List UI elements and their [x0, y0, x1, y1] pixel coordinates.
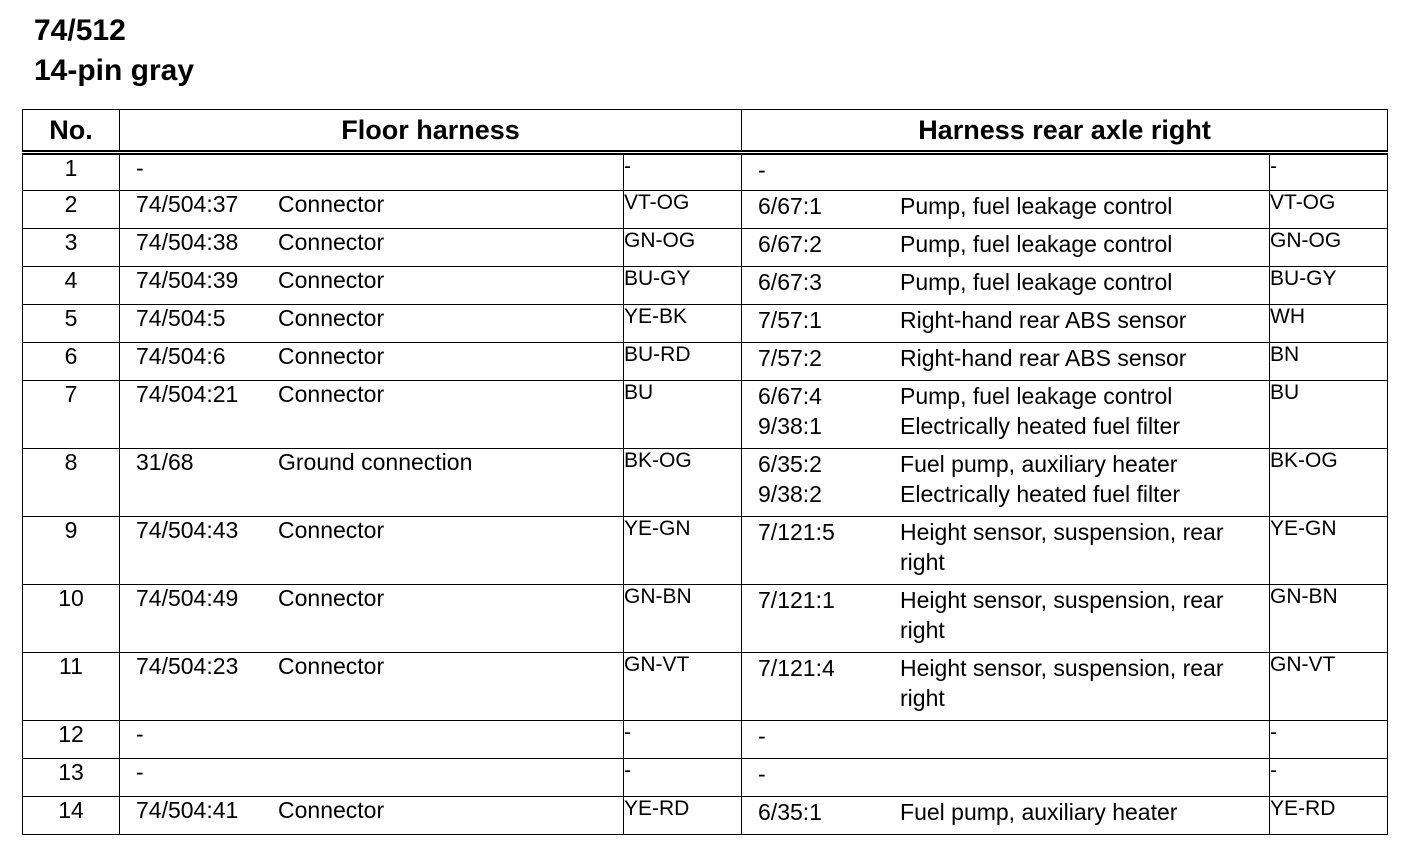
floor-harness-wire-color: BK-OG — [624, 449, 742, 517]
rear-axle-harness-cell — [742, 305, 1270, 343]
floor-harness-wire-color: - — [624, 721, 742, 759]
rear-axle-pin: 6/35:2 — [758, 451, 822, 477]
pin-number: 4 — [23, 267, 120, 305]
connector-description-title: 14-pin gray — [34, 54, 195, 87]
floor-harness-pin: - — [136, 759, 144, 785]
floor-harness-cell — [120, 229, 624, 267]
table-row — [23, 343, 1388, 381]
rear-axle-wire-color: VT-OG — [1270, 191, 1388, 229]
floor-harness-description: Connector — [278, 191, 385, 217]
rear-axle-component-description: Right-hand rear ABS sensor — [900, 307, 1187, 333]
rear-axle-wire-color: - — [1270, 759, 1388, 797]
rear-axle-pin: 7/57:2 — [758, 345, 822, 371]
rear-axle-connection — [742, 305, 1269, 335]
rear-axle-harness-cell — [742, 381, 1270, 449]
rear-axle-connection — [742, 411, 1269, 441]
floor-harness-description: Connector — [278, 229, 385, 255]
rear-axle-pin: - — [758, 761, 766, 787]
table-header-row — [23, 110, 1388, 153]
floor-harness-description: Connector — [278, 381, 385, 407]
table-row — [23, 305, 1388, 343]
table-row — [23, 449, 1388, 517]
table-row — [23, 759, 1388, 797]
table-row — [23, 229, 1388, 267]
rear-axle-component-description: Pump, fuel leakage control — [900, 231, 1173, 257]
pin-number: 11 — [23, 653, 120, 721]
rear-axle-component-description: Fuel pump, auxiliary heater — [900, 799, 1178, 825]
floor-harness-pin: - — [136, 155, 144, 181]
floor-harness-wire-color: BU-GY — [624, 267, 742, 305]
rear-axle-harness-cell — [742, 797, 1270, 835]
column-header-no: No. — [23, 110, 120, 153]
rear-axle-connection — [742, 517, 1269, 577]
rear-axle-connection — [742, 155, 1269, 185]
rear-axle-component-description: Height sensor, suspension, rear right — [900, 587, 1224, 643]
pin-number: 1 — [23, 153, 120, 191]
rear-axle-harness-cell — [742, 191, 1270, 229]
floor-harness-cell — [120, 191, 624, 229]
rear-axle-wire-color: GN-VT — [1270, 653, 1388, 721]
pin-number: 13 — [23, 759, 120, 797]
floor-harness-wire-color: - — [624, 759, 742, 797]
rear-axle-wire-color: - — [1270, 153, 1388, 191]
pin-number: 9 — [23, 517, 120, 585]
floor-harness-pin: 74/504:41 — [136, 797, 239, 823]
rear-axle-harness-cell — [742, 721, 1270, 759]
rear-axle-wire-color: BK-OG — [1270, 449, 1388, 517]
floor-harness-pin: 74/504:39 — [136, 267, 239, 293]
floor-harness-description: Connector — [278, 797, 385, 823]
pin-number: 6 — [23, 343, 120, 381]
rear-axle-pin: 6/67:1 — [758, 193, 822, 219]
rear-axle-harness-cell — [742, 343, 1270, 381]
floor-harness-description: Connector — [278, 653, 385, 679]
pin-number: 8 — [23, 449, 120, 517]
pin-assignment-table — [22, 109, 1388, 835]
rear-axle-component-description: Pump, fuel leakage control — [900, 383, 1173, 409]
floor-harness-pin: 74/504:38 — [136, 229, 239, 255]
rear-axle-pin: 6/67:4 — [758, 383, 822, 409]
floor-harness-cell — [120, 449, 624, 517]
table-row — [23, 153, 1388, 191]
rear-axle-connection — [742, 229, 1269, 259]
rear-axle-connection — [742, 191, 1269, 221]
floor-harness-description: Connector — [278, 305, 385, 331]
rear-axle-pin: 6/35:1 — [758, 799, 822, 825]
column-header-rear-axle: Harness rear axle right — [742, 110, 1388, 153]
rear-axle-harness-cell — [742, 229, 1270, 267]
rear-axle-wire-color: GN-BN — [1270, 585, 1388, 653]
floor-harness-cell — [120, 153, 624, 191]
floor-harness-wire-color: YE-RD — [624, 797, 742, 835]
floor-harness-pin: 74/504:43 — [136, 517, 239, 543]
rear-axle-connection — [742, 267, 1269, 297]
floor-harness-description: Connector — [278, 517, 385, 543]
floor-harness-description: Connector — [278, 343, 385, 369]
rear-axle-pin: 7/121:4 — [758, 655, 835, 681]
rear-axle-connection — [742, 653, 1269, 713]
floor-harness-description: Connector — [278, 267, 385, 293]
rear-axle-connection — [742, 479, 1269, 509]
table-row — [23, 267, 1388, 305]
rear-axle-component-description: Height sensor, suspension, rear right — [900, 519, 1224, 575]
floor-harness-cell — [120, 797, 624, 835]
table-row — [23, 797, 1388, 835]
pin-number: 5 — [23, 305, 120, 343]
rear-axle-component-description: Right-hand rear ABS sensor — [900, 345, 1187, 371]
rear-axle-wire-color: BN — [1270, 343, 1388, 381]
floor-harness-wire-color: GN-OG — [624, 229, 742, 267]
floor-harness-wire-color: GN-BN — [624, 585, 742, 653]
rear-axle-harness-cell — [742, 585, 1270, 653]
floor-harness-cell — [120, 267, 624, 305]
table-row — [23, 585, 1388, 653]
table-row — [23, 721, 1388, 759]
floor-harness-wire-color: BU-RD — [624, 343, 742, 381]
rear-axle-component-description: Fuel pump, auxiliary heater — [900, 451, 1178, 477]
rear-axle-wire-color: GN-OG — [1270, 229, 1388, 267]
floor-harness-wire-color: YE-BK — [624, 305, 742, 343]
rear-axle-harness-cell — [742, 517, 1270, 585]
rear-axle-wire-color: YE-RD — [1270, 797, 1388, 835]
rear-axle-harness-cell — [742, 759, 1270, 797]
table-row — [23, 191, 1388, 229]
pin-number: 14 — [23, 797, 120, 835]
floor-harness-wire-color: BU — [624, 381, 742, 449]
rear-axle-component-description: Electrically heated fuel filter — [900, 481, 1180, 507]
rear-axle-component-description: Height sensor, suspension, rear right — [900, 655, 1224, 711]
floor-harness-cell — [120, 721, 624, 759]
rear-axle-pin: - — [758, 157, 766, 183]
pin-number: 12 — [23, 721, 120, 759]
rear-axle-wire-color: YE-GN — [1270, 517, 1388, 585]
connector-id-title: 74/512 — [34, 14, 126, 47]
table-row — [23, 381, 1388, 449]
rear-axle-pin: 6/67:2 — [758, 231, 822, 257]
rear-axle-connection — [742, 585, 1269, 645]
floor-harness-pin: - — [136, 721, 144, 747]
floor-harness-pin: 31/68 — [136, 449, 194, 475]
rear-axle-connection — [742, 759, 1269, 789]
rear-axle-pin: - — [758, 723, 766, 749]
rear-axle-pin: 9/38:1 — [758, 413, 822, 439]
floor-harness-pin: 74/504:23 — [136, 653, 239, 679]
rear-axle-connection — [742, 797, 1269, 827]
column-header-floor-harness: Floor harness — [120, 110, 742, 153]
floor-harness-pin: 74/504:5 — [136, 305, 226, 331]
rear-axle-harness-cell — [742, 153, 1270, 191]
pin-number: 7 — [23, 381, 120, 449]
floor-harness-pin: 74/504:37 — [136, 191, 239, 217]
floor-harness-cell — [120, 381, 624, 449]
floor-harness-cell — [120, 759, 624, 797]
table-row — [23, 653, 1388, 721]
floor-harness-cell — [120, 517, 624, 585]
rear-axle-wire-color: BU-GY — [1270, 267, 1388, 305]
floor-harness-pin: 74/504:49 — [136, 585, 239, 611]
rear-axle-wire-color: WH — [1270, 305, 1388, 343]
floor-harness-description: Ground connection — [278, 449, 473, 475]
rear-axle-pin: 7/121:5 — [758, 519, 835, 545]
rear-axle-wire-color: - — [1270, 721, 1388, 759]
floor-harness-wire-color: YE-GN — [624, 517, 742, 585]
floor-harness-cell — [120, 585, 624, 653]
rear-axle-pin: 6/67:3 — [758, 269, 822, 295]
floor-harness-cell — [120, 305, 624, 343]
rear-axle-pin: 9/38:2 — [758, 481, 822, 507]
pin-number: 10 — [23, 585, 120, 653]
floor-harness-cell — [120, 653, 624, 721]
rear-axle-pin: 7/57:1 — [758, 307, 822, 333]
rear-axle-harness-cell — [742, 267, 1270, 305]
rear-axle-component-description: Pump, fuel leakage control — [900, 193, 1173, 219]
floor-harness-pin: 74/504:21 — [136, 381, 239, 407]
pin-number: 3 — [23, 229, 120, 267]
floor-harness-pin: 74/504:6 — [136, 343, 226, 369]
rear-axle-connection — [742, 721, 1269, 751]
floor-harness-description: Connector — [278, 585, 385, 611]
rear-axle-harness-cell — [742, 653, 1270, 721]
table-row — [23, 517, 1388, 585]
rear-axle-component-description: Electrically heated fuel filter — [900, 413, 1180, 439]
floor-harness-wire-color: - — [624, 153, 742, 191]
floor-harness-wire-color: GN-VT — [624, 653, 742, 721]
pin-number: 2 — [23, 191, 120, 229]
floor-harness-wire-color: VT-OG — [624, 191, 742, 229]
rear-axle-connection — [742, 449, 1269, 479]
rear-axle-component-description: Pump, fuel leakage control — [900, 269, 1173, 295]
floor-harness-cell — [120, 343, 624, 381]
rear-axle-connection — [742, 343, 1269, 373]
rear-axle-connection — [742, 381, 1269, 411]
rear-axle-wire-color: BU — [1270, 381, 1388, 449]
rear-axle-pin: 7/121:1 — [758, 587, 835, 613]
rear-axle-harness-cell — [742, 449, 1270, 517]
